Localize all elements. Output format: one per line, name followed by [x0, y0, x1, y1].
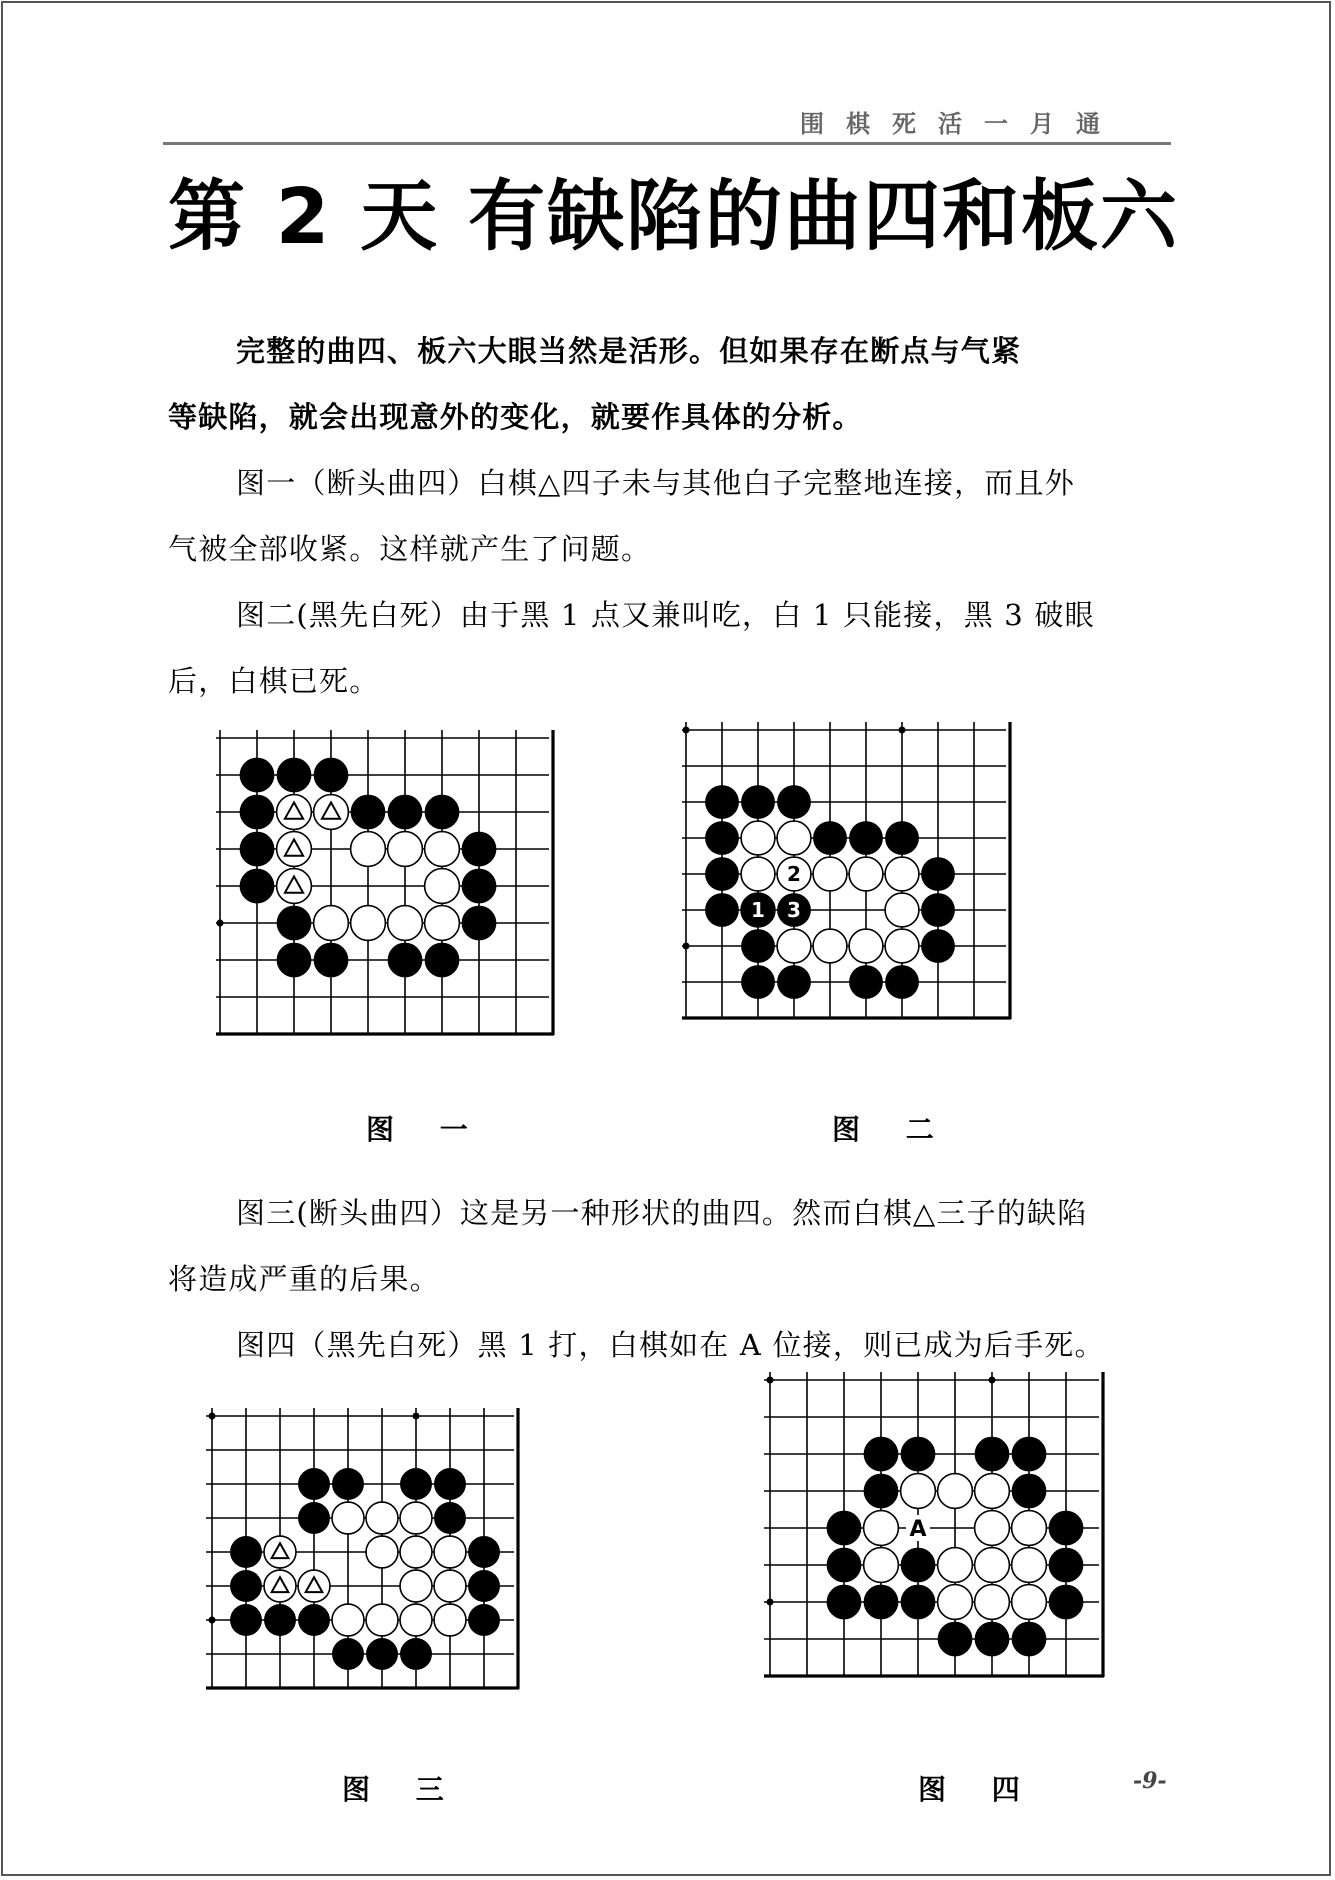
- black-stone: [425, 943, 460, 978]
- text-line: 完整的曲四、板六大眼当然是活形。但如果存在断点与气紧: [236, 334, 1022, 368]
- move-number: 1: [751, 898, 765, 922]
- star-point: [683, 943, 690, 950]
- white-stone: [864, 1511, 899, 1546]
- go-board-fig1: [216, 730, 588, 1062]
- white-stone: [434, 1536, 466, 1568]
- white-stone: [885, 929, 919, 963]
- white-stone: [885, 893, 919, 927]
- star-point: [217, 920, 224, 927]
- black-stone: [1049, 1511, 1084, 1546]
- black-stone: [425, 795, 460, 830]
- white-stone: [400, 1536, 432, 1568]
- white-stone: [388, 906, 423, 941]
- white-stone: [813, 929, 847, 963]
- caption-fig1: 图 一: [366, 1113, 486, 1146]
- page-border: [1, 1, 1331, 1876]
- black-stone: [777, 785, 811, 819]
- text-line: 气被全部收紧。这样就产生了问题。: [168, 532, 652, 566]
- running-header: 围棋死活一月通: [800, 109, 1122, 138]
- black-stone: [1049, 1548, 1084, 1583]
- black-stone: [827, 1511, 862, 1546]
- black-stone: [705, 893, 739, 927]
- black-stone: [434, 1468, 466, 1500]
- black-stone: [468, 1604, 500, 1636]
- white-stone: [351, 906, 386, 941]
- caption-fig4: 图 四: [918, 1773, 1038, 1806]
- go-board-fig4: [764, 1372, 1126, 1730]
- black-stone: [230, 1604, 262, 1636]
- white-stone: [813, 857, 847, 891]
- white-stone: [277, 795, 312, 830]
- black-stone: [864, 1437, 899, 1472]
- black-stone: [777, 965, 811, 999]
- black-stone: [240, 832, 275, 867]
- white-stone: [264, 1536, 296, 1568]
- black-stone: [827, 1585, 862, 1620]
- white-stone: [332, 1604, 364, 1636]
- white-stone: [434, 1604, 466, 1636]
- black-stone: [849, 965, 883, 999]
- black-stone: [230, 1570, 262, 1602]
- text-line: 图二(黑先白死）由于黑 1 点又兼叫吃，白 1 只能接，黑 3 破眼: [236, 598, 1095, 632]
- black-stone: [468, 1570, 500, 1602]
- black-stone: [468, 1536, 500, 1568]
- caption-fig3: 图 三: [342, 1773, 462, 1806]
- black-stone: [885, 821, 919, 855]
- text-line: 等缺陷，就会出现意外的变化，就要作具体的分析。: [168, 400, 863, 434]
- star-point: [209, 1617, 216, 1624]
- white-stone: [332, 1502, 364, 1534]
- move-number: 2: [787, 862, 801, 886]
- white-stone: [264, 1570, 296, 1602]
- black-stone: [332, 1468, 364, 1500]
- fig4-paragraph: [168, 1312, 1168, 1378]
- black-stone: [705, 785, 739, 819]
- fig3-paragraph: [168, 1180, 1168, 1312]
- white-stone: [777, 929, 811, 963]
- white-stone: [901, 1474, 936, 1509]
- black-stone: [921, 893, 955, 927]
- white-stone: [1012, 1585, 1047, 1620]
- text-line: 将造成严重的后果。: [168, 1262, 440, 1296]
- white-stone: [975, 1548, 1010, 1583]
- white-stone: [277, 832, 312, 867]
- black-stone: [864, 1585, 899, 1620]
- white-stone: [298, 1570, 330, 1602]
- black-stone: [849, 821, 883, 855]
- white-stone: [938, 1585, 973, 1620]
- black-stone: [388, 795, 423, 830]
- text-line: 后，白棋已死。: [168, 664, 380, 698]
- white-stone: [425, 906, 460, 941]
- white-stone: [975, 1511, 1010, 1546]
- white-stone: [425, 832, 460, 867]
- black-stone: [1012, 1437, 1047, 1472]
- black-stone: [827, 1548, 862, 1583]
- white-stone: [777, 821, 811, 855]
- white-stone: [351, 832, 386, 867]
- white-stone: [388, 832, 423, 867]
- white-stone: [1012, 1511, 1047, 1546]
- fig2-paragraph: [168, 582, 1168, 714]
- white-stone: [938, 1548, 973, 1583]
- white-stone: [1012, 1548, 1047, 1583]
- black-stone: [741, 785, 775, 819]
- star-point: [683, 727, 690, 734]
- black-stone: [1012, 1622, 1047, 1657]
- white-stone: [434, 1570, 466, 1602]
- go-board-fig3: [206, 1408, 536, 1730]
- page-number: -9-: [1133, 1768, 1167, 1794]
- black-stone: [332, 1638, 364, 1670]
- caption-fig2: 图 二: [832, 1113, 952, 1146]
- black-stone: [298, 1468, 330, 1500]
- black-stone: [277, 943, 312, 978]
- star-point: [989, 1377, 996, 1384]
- text-line: 图四（黑先白死）黑 1 打，白棋如在 A 位接，则已成为后手死。: [236, 1328, 1105, 1362]
- point-label: A: [909, 1517, 927, 1542]
- black-stone: [705, 821, 739, 855]
- white-stone: [366, 1604, 398, 1636]
- black-stone: [901, 1437, 936, 1472]
- chapter-title: 第 2 天 有缺陷的曲四和板六: [168, 173, 1179, 262]
- white-stone: [864, 1548, 899, 1583]
- black-stone: [264, 1604, 296, 1636]
- white-stone: [366, 1502, 398, 1534]
- black-stone: [975, 1437, 1010, 1472]
- black-stone: [434, 1502, 466, 1534]
- white-stone: [425, 869, 460, 904]
- white-stone: [975, 1585, 1010, 1620]
- star-point: [767, 1599, 774, 1606]
- black-stone: [388, 943, 423, 978]
- black-stone: [298, 1502, 330, 1534]
- black-stone: [921, 929, 955, 963]
- white-stone: [400, 1604, 432, 1636]
- black-stone: [240, 795, 275, 830]
- black-stone: [462, 906, 497, 941]
- white-stone: [885, 857, 919, 891]
- white-stone: [314, 795, 349, 830]
- white-stone: [849, 929, 883, 963]
- black-stone: [938, 1622, 973, 1657]
- text-line: 图三(断头曲四）这是另一种形状的曲四。然而白棋△三子的缺陷: [236, 1196, 1088, 1230]
- black-stone: [462, 869, 497, 904]
- header-rule: [163, 142, 1171, 145]
- black-stone: [351, 795, 386, 830]
- black-stone: [240, 758, 275, 793]
- black-stone: [400, 1638, 432, 1670]
- black-stone: [921, 857, 955, 891]
- black-stone: [901, 1585, 936, 1620]
- black-stone: [400, 1468, 432, 1500]
- white-stone: [400, 1570, 432, 1602]
- star-point: [899, 727, 906, 734]
- black-stone: [885, 965, 919, 999]
- black-stone: [298, 1604, 330, 1636]
- white-stone: [277, 869, 312, 904]
- move-number: 3: [787, 898, 801, 922]
- black-stone: [741, 965, 775, 999]
- go-board-fig2: [682, 722, 1026, 1064]
- black-stone: [240, 869, 275, 904]
- white-stone: [400, 1502, 432, 1534]
- white-stone: [975, 1474, 1010, 1509]
- text-line: 图一（断头曲四）白棋△四子未与其他白子完整地连接，而且外: [236, 466, 1075, 500]
- black-stone: [1049, 1585, 1084, 1620]
- black-stone: [314, 758, 349, 793]
- white-stone: [938, 1474, 973, 1509]
- star-point: [209, 1413, 216, 1420]
- black-stone: [230, 1536, 262, 1568]
- black-stone: [277, 906, 312, 941]
- fig1-paragraph: [168, 450, 1168, 582]
- white-stone: [741, 857, 775, 891]
- black-stone: [864, 1474, 899, 1509]
- star-point: [767, 1377, 774, 1384]
- white-stone: [314, 906, 349, 941]
- black-stone: [314, 943, 349, 978]
- black-stone: [705, 857, 739, 891]
- star-point: [413, 1413, 420, 1420]
- intro-paragraph: [168, 318, 1168, 450]
- black-stone: [813, 821, 847, 855]
- black-stone: [462, 832, 497, 867]
- white-stone: [366, 1536, 398, 1568]
- black-stone: [1012, 1474, 1047, 1509]
- white-stone: [849, 857, 883, 891]
- black-stone: [975, 1622, 1010, 1657]
- black-stone: [366, 1638, 398, 1670]
- black-stone: [277, 758, 312, 793]
- black-stone: [901, 1548, 936, 1583]
- black-stone: [741, 929, 775, 963]
- white-stone: [741, 821, 775, 855]
